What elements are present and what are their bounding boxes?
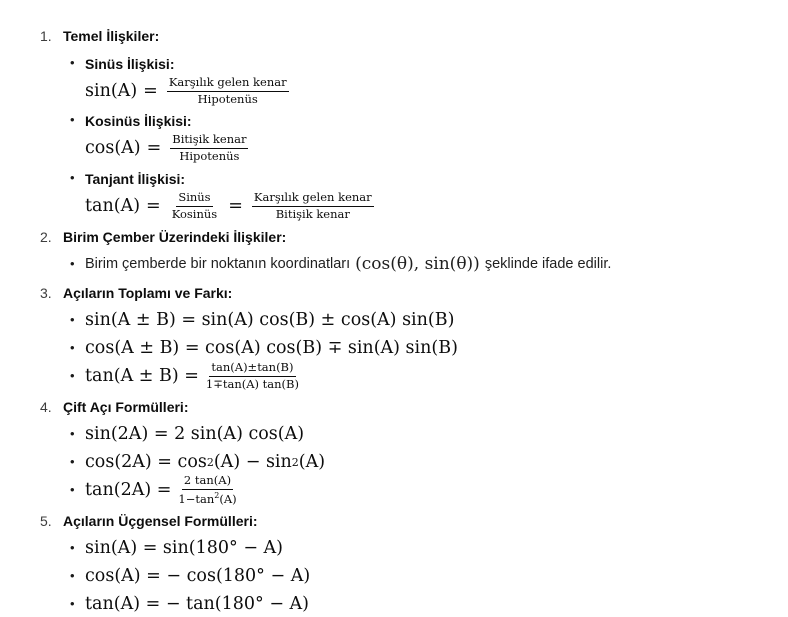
heading-ucgensel: Açıların Üçgensel Formülleri: <box>63 513 258 529</box>
fraction-denominator: Kosinüs <box>171 206 218 221</box>
exponent: 2 <box>214 490 220 500</box>
formula-kosinus <box>85 133 251 163</box>
fraction-denominator <box>176 490 238 506</box>
fraction <box>170 133 248 162</box>
text-segment: şeklinde ifade edilir. <box>484 256 612 272</box>
heading-birim-cember: Birim Çember Üzerindeki İlişkiler: <box>63 229 287 245</box>
bullet: • <box>70 454 75 469</box>
formula-cos-sum: cos(A ± B) = cos(A) cos(B) ∓ sin(A) sin(B) <box>85 338 458 358</box>
formula-tan-supplement: tan(A) = − tan(180° − A) <box>85 594 310 614</box>
fraction-numerator: 2 tan(A) <box>182 474 233 489</box>
formula-sin-sum: sin(A ± B) = sin(A) cos(B) ± cos(A) sin(B) <box>85 310 455 330</box>
formula-part: (A) − sin <box>213 452 292 472</box>
bullet: • <box>70 340 75 355</box>
bullet: • <box>70 55 75 70</box>
text-segment: Birim çemberde bir noktanın koordinatları <box>85 256 351 272</box>
fraction-denominator: 1∓tan(A) tan(B) <box>205 376 299 391</box>
formula-lhs: tan(A ± B) = <box>85 366 199 386</box>
formula-sinus <box>85 76 292 106</box>
fraction-numerator: Karşılık gelen kenar <box>252 191 374 206</box>
equals-sign: = <box>146 138 162 158</box>
bullet: • <box>70 596 75 611</box>
exponent: 2 <box>206 455 214 469</box>
list-number-4: 4. <box>40 399 52 415</box>
fraction-denominator: Bitişik kenar <box>275 206 350 221</box>
bullet: • <box>70 568 75 583</box>
bullet: • <box>70 482 75 497</box>
equals-sign: = <box>143 81 158 101</box>
inline-formula: (cos(θ), sin(θ)) <box>355 254 480 274</box>
fraction-numerator: Karşılık gelen kenar <box>167 76 289 91</box>
list-number-2: 2. <box>40 229 52 245</box>
fraction <box>170 191 220 220</box>
heading-temel-iliskiler: Temel İlişkiler: <box>63 28 160 44</box>
heading-acilarin-toplami: Açıların Toplamı ve Farkı: <box>63 285 233 301</box>
equals-sign: = <box>228 196 243 216</box>
list-number-1: 1. <box>40 28 52 44</box>
formula-cos-supplement: cos(A) = − cos(180° − A) <box>85 566 311 586</box>
formula-part: cos(2A) = cos <box>85 452 207 472</box>
formula-tanjant <box>85 191 377 221</box>
fraction <box>204 361 301 390</box>
bullet: • <box>70 170 75 185</box>
formula-tan-sum <box>85 360 304 392</box>
formula-sin-supplement: sin(A) = sin(180° − A) <box>85 538 284 558</box>
subheading-sinus: Sinüs İlişkisi: <box>85 56 175 72</box>
fraction-denominator: Hipotenüs <box>197 91 258 106</box>
formula-part: (A) <box>298 452 326 472</box>
bullet: • <box>70 312 75 327</box>
formula-tan2a <box>85 474 242 506</box>
exponent: 2 <box>291 455 299 469</box>
heading-cift-aci: Çift Açı Formülleri: <box>63 399 189 415</box>
subheading-tanjant: Tanjant İlişkisi: <box>85 171 186 187</box>
formula-lhs: sin(A) <box>85 81 138 101</box>
bullet: • <box>70 112 75 127</box>
fraction-numerator: Bitişik kenar <box>170 133 248 148</box>
formula-part: (A) <box>219 491 237 506</box>
bullet: • <box>70 256 75 271</box>
list-number-3: 3. <box>40 285 52 301</box>
formula-lhs: cos(A) <box>85 138 141 158</box>
bullet: • <box>70 368 75 383</box>
fraction-numerator: tan(A)±tan(B) <box>209 361 295 376</box>
formula-lhs: tan(A) <box>85 196 141 216</box>
fraction <box>167 76 289 105</box>
bullet: • <box>70 540 75 555</box>
formula-lhs: tan(2A) = <box>85 480 172 500</box>
subheading-kosinus: Kosinüs İlişkisi: <box>85 113 192 129</box>
list-number-5: 5. <box>40 513 52 529</box>
fraction <box>176 474 238 505</box>
equals-sign: = <box>146 196 161 216</box>
bullet: • <box>70 426 75 441</box>
fraction <box>252 191 374 220</box>
fraction-denominator: Hipotenüs <box>179 148 240 163</box>
formula-sin2a: sin(2A) = 2 sin(A) cos(A) <box>85 424 305 444</box>
formula-cos2a <box>85 449 325 475</box>
fraction-numerator: Sinüs <box>176 191 212 206</box>
birim-cember-text <box>85 254 611 274</box>
formula-part: 1−tan <box>178 491 215 506</box>
